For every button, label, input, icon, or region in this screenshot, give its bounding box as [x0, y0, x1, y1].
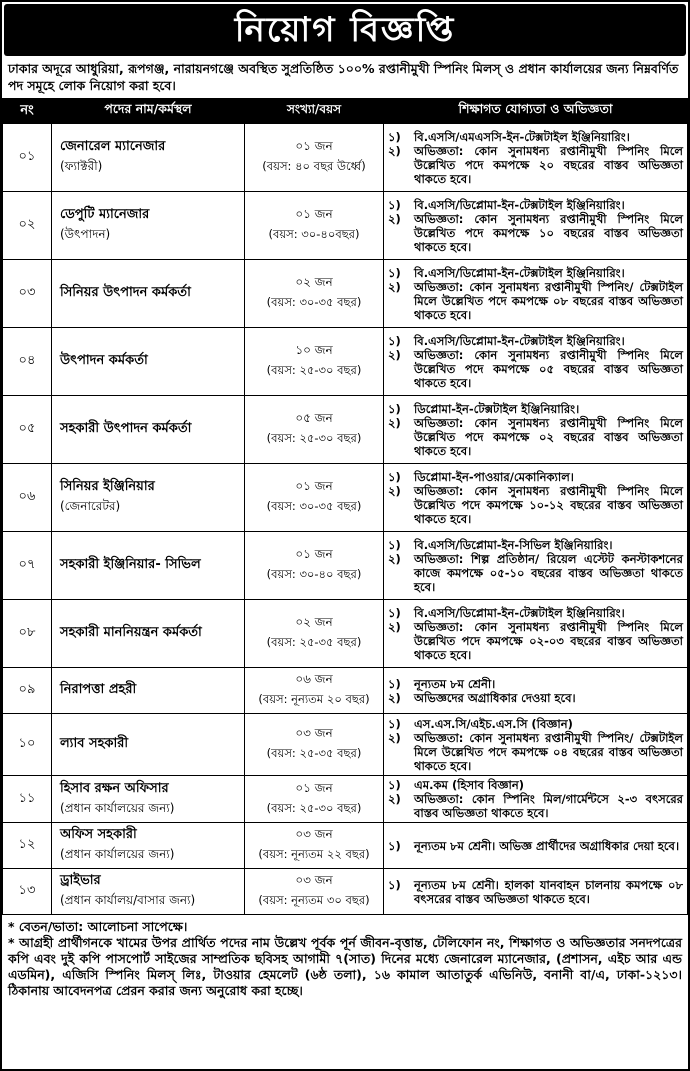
- qualification-number: ২): [388, 211, 401, 226]
- post-name: সহকারী উৎপাদন কর্মকর্তা: [60, 421, 192, 436]
- qualification-list: [388, 538, 683, 594]
- count-age-cell: [245, 668, 384, 714]
- row-number: ১৩: [3, 869, 52, 915]
- age-requirement: (বয়স: ৩০-৪০বছর): [268, 227, 360, 241]
- qualification-text: বি.এসসি/ডিপ্লোমা-ইন-টেক্সটাইল ইঞ্জিনিয়ারিং।: [414, 197, 625, 212]
- qualification-item: [388, 878, 683, 906]
- age-requirement: (বয়স: ২৫-৩৫ বছর): [266, 746, 362, 760]
- intro-text: ঢাকার অদূরে আধুরিয়া, রূপগঞ্জ, নারায়নগঞ্জে অবস্থিত সুপ্রতিষ্ঠিত ১০০% রপ্তানীমুখী স্পিনিং মিলস্‌ ও প্রধান কার্যালয়ের জন্য নিম্নবর্ণিত পদ সমূহে লোক নিয়োগ করা হবে।: [8, 61, 679, 93]
- table-row: [3, 464, 688, 532]
- qualification-list: [388, 334, 683, 390]
- qualification-text: অভিজ্ঞতা: কোন সুনামধন্য রপ্তানীমুখী স্পিনিং/ টেক্সটাইল মিলে উল্লেখিত পদে কমপক্ষে ০৪ বছরের বাস্তব অভিজ্ঞতা থাকতে হবে।: [414, 730, 683, 773]
- age-requirement: (বয়স: ৪০ বছর উর্ধ্বে): [262, 159, 366, 173]
- qualification-number: ১): [388, 676, 401, 691]
- qualification-text: অভিজ্ঞতা: কোন সুনামধন্য রপ্তানীমুখী স্পিনিং মিলে উল্লেখিত পদে কমপক্ষে ১০-১২ বছরের বাস্তব অভিজ্ঞতা থাকতে হবে।: [414, 483, 683, 526]
- qualification-number: ২): [388, 730, 401, 745]
- age-requirement: (বয়স: ২৫-৩০ বছর): [266, 363, 362, 377]
- qualification-number: ১): [388, 537, 401, 552]
- table-row: [3, 869, 688, 915]
- qualification-list: [388, 470, 683, 526]
- post-cell: [52, 600, 245, 668]
- qualification-item: [388, 606, 683, 620]
- header-post: পদের নাম/কর্মস্থল: [52, 99, 245, 124]
- header-no: নং: [3, 99, 52, 124]
- qualification-number: ১): [388, 778, 401, 792]
- qualification-text: অভিজ্ঞতা: শিল্প প্রতিষ্ঠান/ রিয়েল এস্টেট কনস্টাকশনের কাজে কমপক্ষে ০৫-১০ বছরের বাস্তব অভিজ্ঞতা থাকতে হবে।: [414, 551, 683, 594]
- qualification-list: [388, 677, 683, 705]
- qualification-number: ১): [388, 716, 401, 731]
- qualification-cell: [384, 776, 688, 823]
- footer-notes: [2, 915, 688, 1003]
- vacancy-count: ০৩ জন: [295, 726, 333, 740]
- count-age-cell: [245, 823, 384, 869]
- qualification-text: নূন্যতম ৮ম শ্রেনী।: [414, 676, 496, 691]
- post-location: (ফ্যাক্টরী): [60, 159, 103, 173]
- row-number: ০৩: [3, 260, 52, 328]
- qualification-text: অভিজ্ঞতা: কোন সুনামধন্য রপ্তানীমুখী স্পিনিং/ টেক্সটাইল মিলে উল্লেখিত পদে কমপক্ষে ০৮ বছরের বাস্তব অভিজ্ঞতা থাকতে হবে।: [414, 279, 683, 322]
- vacancy-count: ০৩ জন: [295, 873, 333, 887]
- post-name: উৎপাদন কর্মকর্তা: [60, 353, 148, 368]
- qualification-number: ১): [388, 333, 401, 348]
- post-cell: [52, 260, 245, 328]
- qualification-number: ১): [388, 469, 401, 484]
- ad-title: নিয়োগ বিজ্ঞপ্তি: [4, 4, 686, 56]
- qualification-item: [388, 778, 683, 792]
- qualification-number: ১): [388, 401, 401, 416]
- qualification-number: ২): [388, 551, 401, 566]
- qualification-cell: [384, 396, 688, 464]
- age-requirement: (বয়স: ২৫-৩০ বছর): [266, 800, 362, 815]
- qualification-item: [388, 266, 683, 280]
- qualification-item: [388, 402, 683, 416]
- qualification-text: নূন্যতম ৮ম শ্রেনী। হালকা যানবাহন চালনায় কমপক্ষে ০৮ বৎসরের বাস্তব অভিজ্ঞতা থাকতে হবে।: [414, 877, 683, 906]
- qualification-list: [388, 878, 683, 906]
- qualification-cell: [384, 823, 688, 869]
- qualification-number: ২): [388, 483, 401, 498]
- vacancy-count: ০৬ জন: [295, 672, 333, 686]
- count-age-cell: [245, 464, 384, 532]
- qualification-item: [388, 348, 683, 390]
- post-cell: [52, 124, 245, 192]
- qualification-item: [388, 334, 683, 348]
- post-location: (প্রধান কার্যালয়ের জন্য): [60, 800, 175, 815]
- qualification-item: [388, 552, 683, 594]
- row-number: ১২: [3, 823, 52, 869]
- table-body: [3, 124, 688, 915]
- qualification-text: বি.এসসি/ডিপ্লোমা-ইন-সিভিল ইঞ্জিনিয়ারিং।: [414, 537, 613, 552]
- qualification-item: [388, 538, 683, 552]
- table-row: [3, 328, 688, 396]
- vacancy-count: ০১ জন: [295, 547, 333, 561]
- qualification-item: [388, 280, 683, 322]
- qualification-number: ১): [388, 877, 401, 892]
- vacancy-count: ০১ জন: [295, 780, 333, 795]
- table-row: [3, 396, 688, 464]
- post-name: অফিস সহকারী: [60, 827, 137, 842]
- post-location: (প্রধান কার্যালয়/বাসার জন্য): [60, 893, 196, 907]
- table-row: [3, 668, 688, 714]
- table-row: [3, 714, 688, 776]
- count-age-cell: [245, 396, 384, 464]
- table-header: [3, 99, 688, 124]
- post-location: (প্রধান কার্যালয়ের জন্য): [60, 847, 175, 861]
- qualification-cell: [384, 532, 688, 600]
- post-cell: [52, 192, 245, 260]
- age-requirement: (বয়স: নূন্যতম ২২ বছর): [258, 847, 370, 861]
- row-number: ০৮: [3, 600, 52, 668]
- qualification-cell: [384, 192, 688, 260]
- table-row: [3, 260, 688, 328]
- post-name: সিনিয়র ইঞ্জিনিয়ার: [60, 479, 155, 494]
- qualification-cell: [384, 464, 688, 532]
- count-age-cell: [245, 869, 384, 915]
- qualification-list: [388, 198, 683, 254]
- qualification-number: ১): [388, 838, 401, 853]
- row-number: ১১: [3, 776, 52, 823]
- vacancy-count: ০১ জন: [295, 479, 333, 493]
- header-qualification: শিক্ষাগত যোগ্যতা ও অভিজ্ঞতা: [384, 99, 688, 124]
- age-requirement: (বয়স: ২৫-৩৫ বছর): [266, 635, 362, 649]
- post-name: ডেপুটি ম্যানেজার: [60, 207, 150, 222]
- positions-table: [2, 98, 688, 915]
- post-name: জেনারেল ম্যানেজার: [60, 139, 166, 154]
- qualification-number: ১): [388, 605, 401, 620]
- qualification-item: [388, 198, 683, 212]
- qualification-text: বি.এসসি/ডিপ্লোমা-ইন-টেক্সটাইল ইঞ্জিনিয়ারিং।: [414, 265, 625, 280]
- post-cell: [52, 532, 245, 600]
- qualification-list: [388, 266, 683, 322]
- post-name: ল্যাব সহকারী: [60, 736, 129, 751]
- qualification-list: [388, 778, 683, 820]
- post-cell: [52, 776, 245, 823]
- qualification-item: [388, 130, 683, 144]
- qualification-cell: [384, 600, 688, 668]
- qualification-text: বি.এসসি/ডিপ্লোমা-ইন-টেক্সটাইল ইঞ্জিনিয়ারিং।: [414, 333, 625, 348]
- qualification-list: [388, 402, 683, 458]
- vacancy-count: ০৩ জন: [295, 827, 333, 841]
- row-number: ১০: [3, 714, 52, 776]
- table-row: [3, 776, 688, 823]
- count-age-cell: [245, 714, 384, 776]
- qualification-text: বি.এসসি/ডিপ্লোমা-ইন-টেক্সটাইল ইঞ্জিনিয়ারিং।: [414, 605, 625, 620]
- qualification-list: [388, 717, 683, 773]
- table-row: [3, 124, 688, 192]
- qualification-number: ১): [388, 129, 401, 144]
- qualification-text: অভিজ্ঞদের অগ্রাধিকার দেওয়া হবে।: [414, 690, 576, 705]
- post-cell: [52, 668, 245, 714]
- qualification-text: এস.এস.সি/এইচ.এস.সি (বিজ্ঞান): [414, 716, 573, 731]
- qualification-text: অভিজ্ঞতা: কোন স্পিনিং মিল/গার্মেন্টসে ২-৩ বৎসরের বাস্তব অভিজ্ঞতা থাকতে হবে।: [414, 792, 683, 820]
- qualification-text: নূন্যতম ৮ম শ্রেনী। অভিজ্ঞ প্রার্থীদের অগ্রাধিকার দেয়া হবে।: [414, 838, 680, 853]
- count-age-cell: [245, 192, 384, 260]
- qualification-text: অভিজ্ঞতা: কোন সুনামধন্য রপ্তানীমুখী স্পিনিং মিলে উল্লেখিত পদে কমপক্ষে ০২ বছরের বাস্তব অভিজ্ঞতা থাকতে হবে।: [414, 415, 683, 458]
- post-location: (জেনারেটর): [60, 499, 121, 513]
- qualification-list: [388, 606, 683, 662]
- qualification-number: ২): [388, 143, 401, 158]
- count-age-cell: [245, 532, 384, 600]
- post-location: (উৎপাদন): [60, 227, 111, 241]
- count-age-cell: [245, 776, 384, 823]
- table-row: [3, 823, 688, 869]
- row-number: ০৯: [3, 668, 52, 714]
- post-cell: [52, 328, 245, 396]
- qualification-item: [388, 677, 683, 691]
- row-number: ০৪: [3, 328, 52, 396]
- row-number: ০৬: [3, 464, 52, 532]
- qualification-number: ১): [388, 265, 401, 280]
- age-requirement: (বয়স: ৩০-৪০ বছর): [266, 567, 362, 581]
- vacancy-count: ০১ জন: [295, 139, 333, 153]
- post-name: সিনিয়র উৎপাদন কর্মকর্তা: [60, 285, 191, 300]
- qualification-text: বি.এসসি/এমএসসি-ইন-টেক্সটাইল ইঞ্জিনিয়ারিং।: [414, 129, 630, 144]
- qualification-text: অভিজ্ঞতা: কোন সুনামধন্য রপ্তানীমুখী স্পিনিং মিলে উল্লেখিত পদে কমপক্ষে ০২-০৩ বছরের বাস্তব অভিজ্ঞতা থাকতে হবে।: [414, 619, 683, 662]
- age-requirement: (বয়স: ২৫-৩০ বছর): [266, 431, 362, 445]
- post-name: নিরাপত্তা প্রহরী: [60, 682, 137, 697]
- post-cell: [52, 869, 245, 915]
- qualification-text: ডিপ্লোমা-ইন-টেক্সটাইল ইঞ্জিনিয়ারিং।: [414, 401, 580, 416]
- qualification-text: এম.কম (হিসাব বিজ্ঞান): [414, 778, 525, 792]
- qualification-text: অভিজ্ঞতা: কোন সুনামধন্য রপ্তানীমুখী স্পিনিং মিলে উল্লেখিত পদে কমপক্ষে ১০ বছরের বাস্তব অভিজ্ঞতা থাকতে হবে।: [414, 211, 683, 254]
- table-row: [3, 532, 688, 600]
- qualification-list: [388, 839, 683, 853]
- qualification-number: ২): [388, 279, 401, 294]
- table-row: [3, 600, 688, 668]
- qualification-item: [388, 620, 683, 662]
- qualification-item: [388, 792, 683, 820]
- qualification-cell: [384, 869, 688, 915]
- count-age-cell: [245, 124, 384, 192]
- vacancy-count: ০২ জন: [295, 615, 333, 629]
- qualification-item: [388, 691, 683, 705]
- row-number: ০৫: [3, 396, 52, 464]
- age-requirement: (বয়স: ৩০-৩৫ বছর): [266, 499, 362, 513]
- qualification-cell: [384, 714, 688, 776]
- qualification-item: [388, 717, 683, 731]
- qualification-cell: [384, 124, 688, 192]
- qualification-cell: [384, 260, 688, 328]
- row-number: ০২: [3, 192, 52, 260]
- qualification-number: ২): [388, 792, 401, 806]
- post-name: সহকারী মাননিয়ন্ত্রন কর্মকর্তা: [60, 625, 202, 640]
- qualification-item: [388, 731, 683, 773]
- post-cell: [52, 823, 245, 869]
- age-requirement: (বয়স: নূন্যতম ২০ বছর): [258, 692, 370, 706]
- application-instructions: * আগ্রহী প্রার্থীগনকে খামের উপর প্রার্থিত পদের নাম উল্লেখ পূর্বক পূর্ন জীবন-বৃত্তান্ত, টেলিফোন নং, শিক্ষাগত ও অভিজ্ঞতার সনদপত্রের কপি এবং দুই কপি পাসপোর্ট সাইজের সাম্প্রতিক ছবিসহ আগামী ৭(সাত) দিনের মধ্যে জেনারেল ম্যানেজার, (প্রশাসন, এইচ আর এন্ড এডমিন), এজিসি স্পিনিং মিলস্‌ লিঃ, টাওয়ার হেমলেট (৬ষ্ঠ তলা), ১৬ কামাল আতাতুর্ক এভিনিউ, বনানী বা/এ, ঢাকা-১২১৩। ঠিকানায় আবেদনপত্র প্রেরন করার জন্য অনুরোধ করা হচ্ছে।: [8, 935, 682, 998]
- row-number: ০৭: [3, 532, 52, 600]
- qualification-item: [388, 839, 683, 853]
- vacancy-count: ০২ জন: [295, 275, 333, 289]
- post-cell: [52, 714, 245, 776]
- qualification-item: [388, 416, 683, 458]
- count-age-cell: [245, 328, 384, 396]
- qualification-text: অভিজ্ঞতা: কোন সুনামধন্য রপ্তানীমুখী স্পিনিং মিলে উল্লেখিত পদে কমপক্ষে ২০ বছরের বাস্তব অভিজ্ঞতা থাকতে হবে।: [414, 143, 683, 186]
- qualification-number: ২): [388, 619, 401, 634]
- count-age-cell: [245, 260, 384, 328]
- qualification-item: [388, 212, 683, 254]
- qualification-number: ২): [388, 347, 401, 362]
- row-number: ০১: [3, 124, 52, 192]
- header-count: সংখ্যা/বয়স: [245, 99, 384, 124]
- post-name: ড্রাইভার: [60, 873, 101, 888]
- vacancy-count: ১০ জন: [295, 343, 333, 357]
- table-row: [3, 192, 688, 260]
- vacancy-count: ০১ জন: [295, 207, 333, 221]
- qualification-number: ১): [388, 197, 401, 212]
- age-requirement: (বয়স: নূন্যতম ৩০ বছর): [258, 893, 370, 907]
- qualification-item: [388, 484, 683, 526]
- qualification-number: ২): [388, 690, 401, 705]
- qualification-item: [388, 470, 683, 484]
- qualification-item: [388, 144, 683, 186]
- qualification-text: ডিপ্লোমা-ইন-পাওয়ার/মেকানিক্যাল।: [414, 469, 574, 484]
- salary-note: * বেতন/ভাতা: আলোচনা সাপেক্ষে।: [8, 919, 188, 934]
- post-name: সহকারী ইঞ্জিনিয়ার- সিভিল: [60, 557, 201, 572]
- qualification-number: ২): [388, 415, 401, 430]
- qualification-cell: [384, 668, 688, 714]
- post-cell: [52, 396, 245, 464]
- post-cell: [52, 464, 245, 532]
- count-age-cell: [245, 600, 384, 668]
- qualification-list: [388, 130, 683, 186]
- qualification-text: অভিজ্ঞতা: কোন সুনামধন্য রপ্তানীমুখী স্পিনিং মিলে উল্লেখিত পদে কমপক্ষে ০৫ বছরের বাস্তব অভিজ্ঞতা থাকতে হবে।: [414, 347, 683, 390]
- age-requirement: (বয়স: ৩০-৩৫ বছর): [266, 295, 362, 309]
- post-name: হিসাব রক্ষন অফিসার: [60, 780, 169, 796]
- qualification-cell: [384, 328, 688, 396]
- vacancy-count: ০৫ জন: [295, 411, 333, 425]
